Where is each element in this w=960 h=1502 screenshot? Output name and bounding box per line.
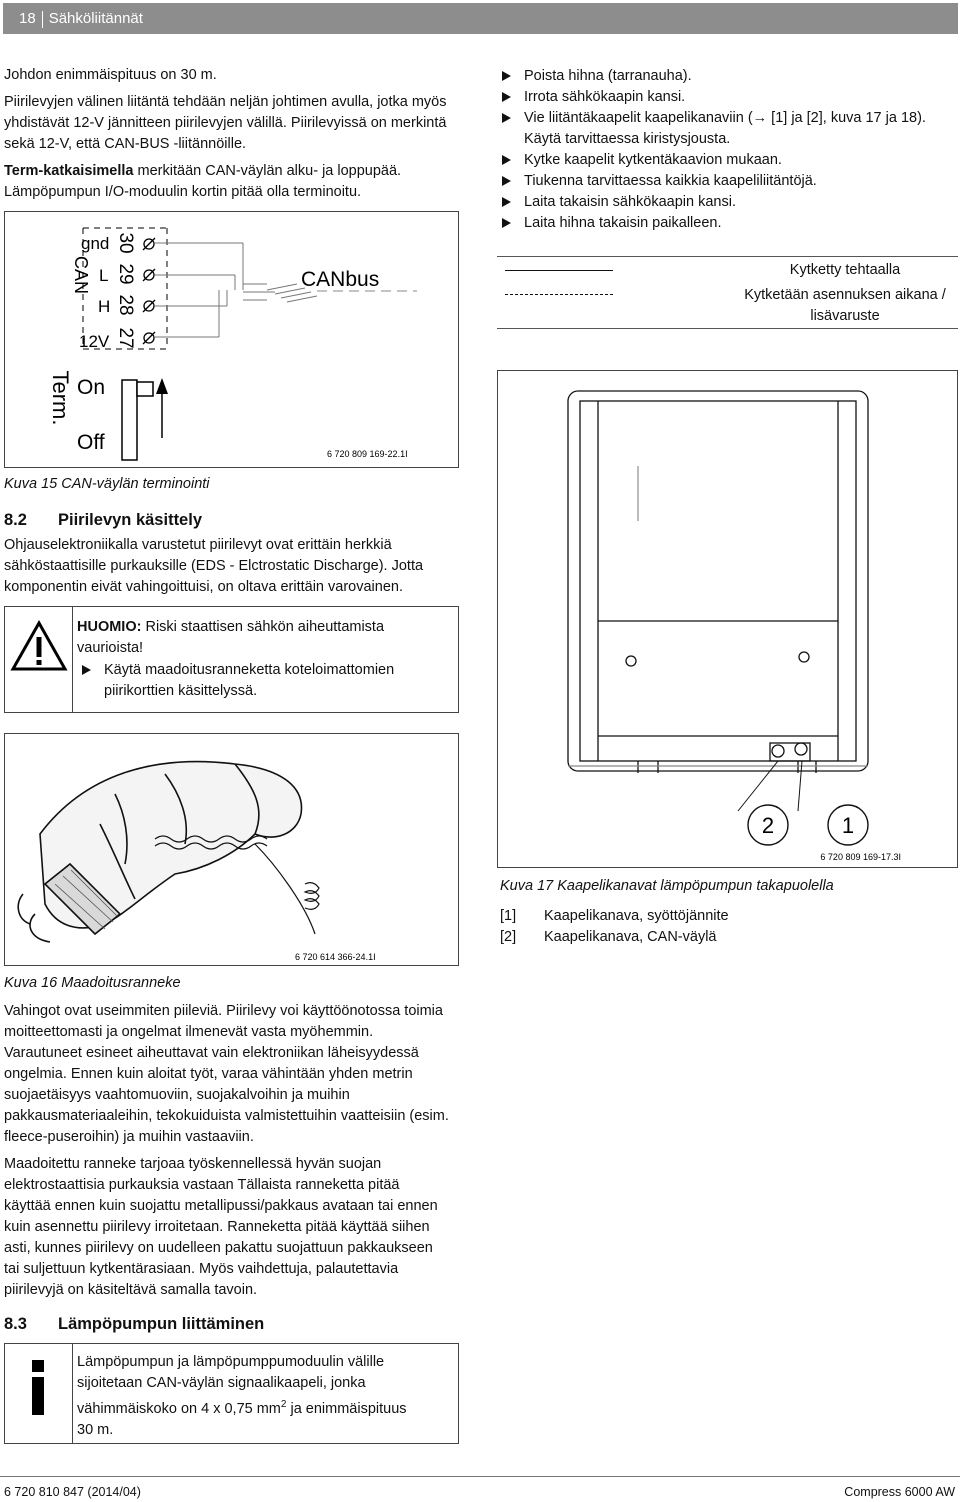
- bullet-arrow-icon: [502, 71, 511, 81]
- header-divider: [42, 11, 43, 28]
- step-item: Tiukenna tarvittaessa kaikkia kaapeliliitäntöjä.: [497, 171, 957, 192]
- footer-rule: [0, 1476, 960, 1477]
- pin-label-l: L: [99, 266, 109, 285]
- section-title: Sähköliitännät: [48, 10, 143, 27]
- heat-pump-back-illustration: [498, 371, 959, 869]
- figure-code: 6 720 614 366-24.1I: [295, 952, 376, 962]
- figure-17-caption: Kuva 17 Kaapelikanavat lämpöpumpun takapuolella: [500, 878, 834, 894]
- info-text: Lämpöpumpun ja lämpöpumppumoduulin välille sijoitetaan CAN-väylän signaalikaapeli, jonka vähimmäiskoko on 4 x 0,75 $mm^2$ ja enimmäispituus 30 m.: [77, 1354, 407, 1438]
- term-line: [4, 161, 454, 182]
- intro-line: Johdon enimmäispituus on 30 m.: [4, 67, 217, 83]
- paragraph: Vahingot ovat useimmiten piileviä. Piirilevy voi käyttöönotossa toimia moitteettomasti ja ongelmat ilmenevät vasta myöhemmin. Varautuneet esineet aiheuttavat vain elektroniikan läheisyydessä ongelmia. Ennen kuin aloitat työt, varaa vähintään yhden metrin suojaetäisyys vaahtomuoviin, suojakalvoihin ja muihin pakkausmateriaaleihin, tekokuiduista valmistettuihin vaatteisiin (esim. fleece-puseroihin) ja muihin vastaaviin.: [4, 1003, 449, 1145]
- section-8-2-heading: 8.2 Piirilevyn käsittely: [4, 511, 202, 529]
- switch-on-label: On: [77, 376, 106, 399]
- dip-switch-lever: [137, 382, 153, 396]
- warning-box: [4, 606, 459, 713]
- pin-label-h: H: [98, 297, 111, 316]
- footer-doc-id: 6 720 810 847 (2014/04): [4, 1485, 141, 1499]
- bullet-arrow-icon: [502, 113, 511, 123]
- step-item: Kytke kaapelit kytkentäkaavion mukaan.: [497, 150, 957, 171]
- wiring-legend: [497, 256, 958, 329]
- footer-product: Compress 6000 AW: [844, 1485, 955, 1499]
- intro-line: yhdistävät 12-V jännitteen piirilevyjen välillä. Piirilevyissä on merkintä: [4, 115, 447, 131]
- warning-text: HUOMIO: Riski staattisen sähkön aiheuttamista vaurioista!: [77, 619, 385, 656]
- figure-17: [497, 370, 958, 868]
- wrist-strap-illustration: [5, 734, 460, 967]
- page-number: 18: [19, 10, 36, 27]
- solid-line-sample: [505, 270, 613, 271]
- figure-17-legend: [500, 906, 950, 948]
- callout-2-label: 2: [761, 813, 775, 838]
- info-icon-cell: [5, 1344, 73, 1443]
- intro-text: [4, 65, 454, 203]
- term-label: Term.: [48, 370, 73, 426]
- info-icon: [5, 1344, 72, 1443]
- figure-code: 6 720 809 169-22.1I: [327, 449, 408, 459]
- pin-number-30: 30: [115, 232, 136, 254]
- figure-15-caption: Kuva 15 CAN-väylän terminointi: [4, 476, 210, 492]
- legend-solid-text: Kytketty tehtaalla: [789, 262, 901, 278]
- can-label: CAN: [71, 255, 91, 295]
- switch-off-label: Off: [77, 431, 105, 454]
- pin-number-27: 27: [115, 327, 136, 349]
- page-header: [3, 3, 958, 34]
- term-rest: merkitään CAN-väylän alku- ja loppupää.: [133, 163, 402, 179]
- terminal-screws: [143, 238, 155, 344]
- legend-dashed-text: Kytketään asennuksen aikana / lisävaruste: [744, 287, 946, 324]
- callout-1-label: 1: [841, 813, 855, 838]
- warning-triangle-icon: [5, 607, 72, 712]
- section-8-3-heading: 8.3 Lämpöpumpun liittäminen: [4, 1315, 265, 1333]
- step-item: Laita hihna takaisin paikalleen.: [497, 213, 957, 234]
- dip-switch: [122, 380, 137, 460]
- callout-leader-2: [738, 761, 778, 811]
- info-box: [4, 1343, 459, 1444]
- warning-icon-cell: [5, 607, 73, 712]
- figure-16: [4, 733, 459, 966]
- figure-code: 6 720 809 169-17.3I: [820, 852, 901, 862]
- bullet-arrow-icon: [502, 155, 511, 165]
- bullet-arrow-icon: [82, 665, 91, 675]
- bullet-arrow-icon: [502, 176, 511, 186]
- pin-label-12v: 12V: [79, 332, 110, 351]
- intro-line: Lämpöpumpun I/O-moduulin kortin pitää olla terminoitu.: [4, 184, 362, 200]
- switch-arrow-head: [156, 378, 168, 394]
- pin-number-28: 28: [115, 294, 136, 316]
- section-8-2-text: Ohjauselektroniikalla varustetut piirilevyt ovat erittäin herkkiä sähköstaattisille purkauksille (EDS - Elctrostatic Discharge). Jotta komponentin eivät vahingoittuisi, on oltava erittäin varovainen.: [4, 537, 424, 595]
- pin-label-gnd: gnd: [81, 234, 110, 253]
- intro-line: Piirilevyjen välinen liitäntä tehdään neljän johtimen avulla, jotka myös: [4, 94, 447, 110]
- term-bold: Term-katkaisimella: [4, 163, 134, 179]
- installation-steps: [497, 66, 957, 234]
- legend-item: [1] Kaapelikanava, syöttöjännite: [500, 908, 729, 924]
- dashed-line-sample: [505, 294, 613, 295]
- body-text: [4, 1001, 449, 1301]
- legend-item: [2] Kaapelikanava, CAN-väylä: [500, 929, 717, 945]
- pin-number-29: 29: [115, 263, 136, 285]
- step-item: Laita takaisin sähkökaapin kansi.: [497, 192, 957, 213]
- step-item: Poista hihna (tarranauha).: [497, 66, 957, 87]
- intro-line: sekä 12-V, että CAN-BUS -liitännöille.: [4, 136, 247, 152]
- step-item: Vie liitäntäkaapelit kaapelikanaviin (→ [1] ja [2], kuva 17 ja 18). Käytä tarvittaessa kiristysjousta.: [497, 108, 957, 150]
- canbus-label: CANbus: [301, 268, 380, 291]
- can-termination-diagram: [5, 212, 460, 469]
- bullet-arrow-icon: [502, 218, 511, 228]
- step-item: Irrota sähkökaapin kansi.: [497, 87, 957, 108]
- figure-15: [4, 211, 459, 468]
- bullet-arrow-icon: [502, 197, 511, 207]
- figure-16-caption: Kuva 16 Maadoitusranneke: [4, 975, 181, 991]
- paragraph: Maadoitettu ranneke tarjoaa työskennellessä hyvän suojan elektrostaattisia purkauksia vastaan Tällaista ranneketta pitää käyttää ennen kuin suojattu metallipussi/pakkaus avataan tai ennen kuin asennettu piirilevy irroitetaan. Ranneketta pitää käyttää siihen asti, kunnes piirilevy on uudelleen pakattu suojattuun pakkaukseen tai suljettuun kytkentärasiaan. Myös vaihdettuja, palautettavia piirilevyjä on käsiteltävä samalla tavoin.: [4, 1156, 438, 1298]
- bus-wires: [155, 243, 317, 337]
- steps-list: [497, 66, 957, 234]
- bullet-arrow-icon: [502, 92, 511, 102]
- warning-bullet: Käytä maadoitusranneketta koteloimattomien piirikorttien käsittelyssä.: [77, 660, 407, 702]
